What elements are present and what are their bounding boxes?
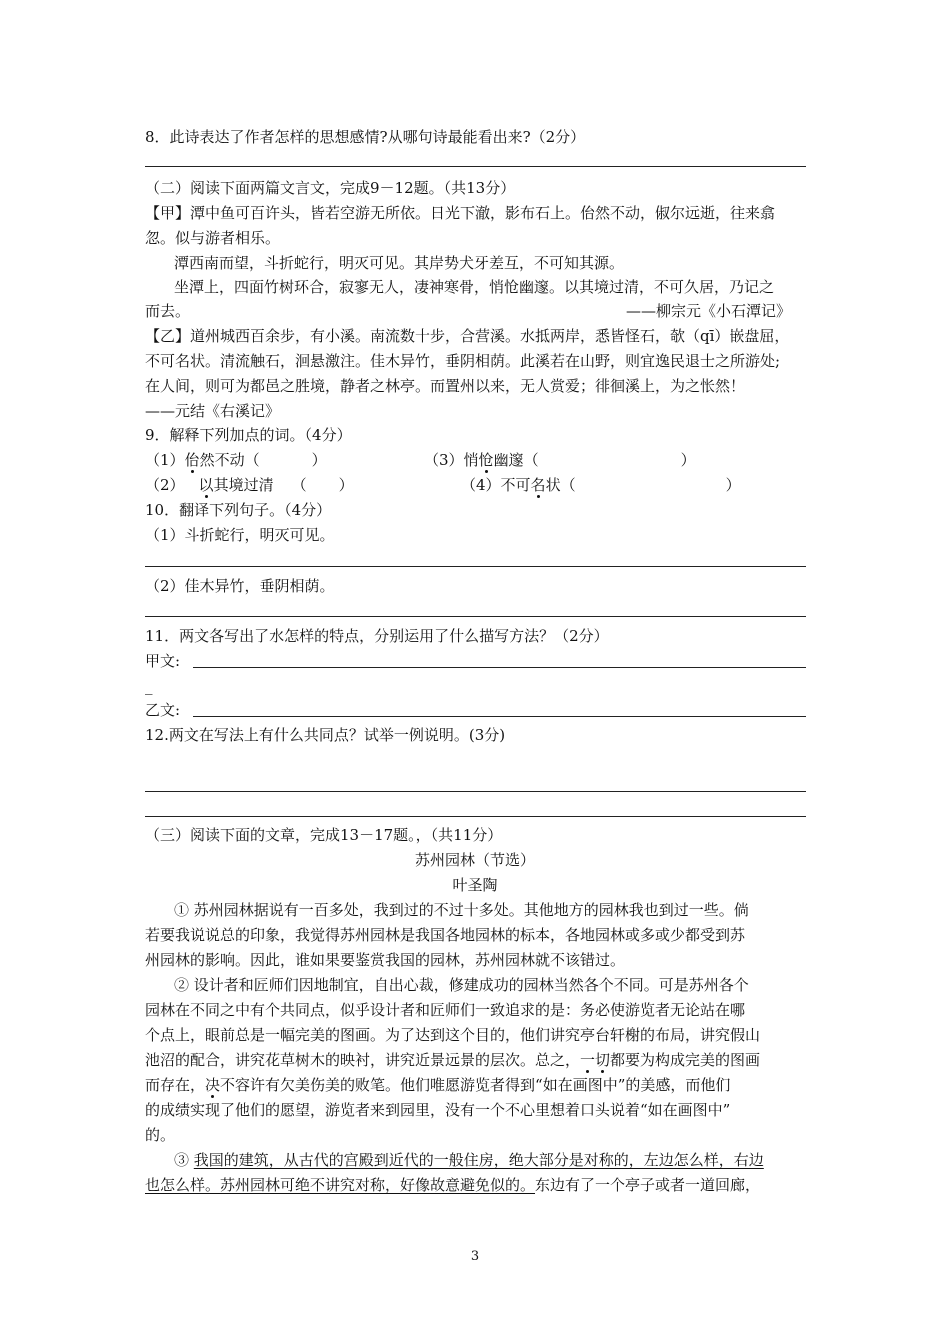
dotted-char: 决 — [205, 1076, 221, 1094]
text-jia-line: 【甲】潭中鱼可百许头，皆若空游无所依。日光下澈，影布石上。佁然不动，俶尔远逝，往来翕 — [145, 204, 776, 222]
q9-item-text: 不动（ — [214, 451, 260, 469]
q10-sentence-1: （1）斗折蛇行，明灭可见。 — [145, 526, 335, 544]
q9-item-text: （ — [291, 476, 307, 494]
text-jia-line: 坐潭上，四面竹树环合，寂寥无人，凄神寒骨，悄怆幽邃。以其境过清，不可久居，乃记之 — [174, 278, 775, 296]
article-text: 池沼的配合，讲究花草树木的映衬，讲究近景远景的层次。总之， — [145, 1051, 581, 1069]
q11-yi-label: 乙文: — [145, 701, 181, 719]
dotted-char: 怆 — [478, 451, 494, 469]
answer-line — [145, 566, 806, 567]
q9-item-text: 状（ — [545, 476, 576, 494]
q9-item-prefix: （2） — [145, 476, 185, 494]
question-10: 10．翻译下列句子。（4分） — [145, 501, 332, 519]
text-jia-line: 而去。 — [145, 302, 191, 320]
q9-item-text: 其境过清 — [213, 476, 274, 494]
q9-item-close: ） — [680, 451, 696, 469]
text-jia-line: 潭西南而望，斗折蛇行，明灭可见。其岸势犬牙差互，不可知其源。 — [174, 254, 625, 272]
article-line: 州园林的影响。因此，谁如果要鉴赏我国的园林，苏州园林就不该错过。 — [145, 951, 626, 969]
question-11: 11．两文各写出了水怎样的特点，分别运用了什么描写方法？（2分） — [145, 627, 609, 645]
article-line — [145, 1175, 760, 1195]
question-12: 12.两文在写法上有什么共同点？试举一例说明。(3分) — [145, 726, 506, 744]
dotted-char: 以 — [198, 476, 214, 494]
article-line: ① 苏州园林据说有一百多处，我到过的不过十多处。其他地方的园林我也到过一些。倘 — [174, 901, 749, 919]
article-text: 而存在， — [145, 1076, 206, 1094]
article-author: 叶圣陶 — [452, 876, 498, 894]
dotted-char: 切 — [595, 1051, 611, 1069]
text-yi-line: 不可名状。清流触石，洄悬激注。佳木异竹，垂阴相荫。此溪若在山野，则宜逸民退士之所游处; — [145, 352, 781, 370]
q9-item-text: 然 — [199, 451, 215, 469]
q9-item-2 — [145, 475, 354, 495]
answer-line — [193, 716, 806, 717]
q9-item-close: ） — [311, 451, 327, 469]
section-3-header: （三）阅读下面的文章，完成13－17题。，（共11分） — [145, 826, 503, 844]
article-line — [174, 1150, 764, 1170]
article-line: 若要我说说总的印象，我觉得苏州园林是我国各地园林的标本，各地园林或多或少都受到苏 — [145, 926, 746, 944]
article-text: ③ — [174, 1151, 194, 1169]
article-line: 园林在不同之中有个共同点，似乎设计者和匠师们一致追求的是：务必使游览者无论站在哪 — [145, 1001, 746, 1019]
q9-item-prefix: （3）悄 — [424, 451, 479, 469]
dotted-char: 佁 — [184, 451, 200, 469]
article-line: ② 设计者和匠师们因地制宜，自出心裁，修建成功的园林当然各个不同。可是苏州各个 — [174, 976, 749, 994]
article-line: 个点上，眼前总是一幅完美的图画。为了达到这个目的，他们讲究亭台轩榭的布局，讲究假山 — [145, 1026, 761, 1044]
answer-line — [145, 166, 806, 167]
article-line — [145, 1050, 760, 1070]
q9-item-text: 幽邃（ — [493, 451, 539, 469]
answer-line — [145, 616, 806, 617]
q11-jia-label: 甲文: — [145, 652, 181, 670]
answer-line — [145, 791, 806, 792]
article-text: 不容许有欠美伤美的败笔。他们唯愿游览者得到“如在画图中”的美感，而他们 — [220, 1076, 731, 1094]
page-number: 3 — [470, 1249, 480, 1264]
question-9: 9．解释下列加点的词。（4分） — [145, 426, 352, 444]
article-title: 苏州园林（节选） — [414, 851, 535, 869]
article-text: 东边有了一个亭子或者一道回廊， — [535, 1176, 761, 1194]
dotted-char: 名 — [530, 476, 546, 494]
q9-item-close: ） — [725, 476, 741, 494]
text-yi-source: ——元结《右溪记》 — [145, 402, 281, 420]
text-jia-source: ——柳宗元《小石潭记》 — [626, 302, 792, 320]
text-jia-line: 忽。似与游者相乐。 — [145, 229, 281, 247]
article-line — [145, 1075, 730, 1095]
answer-line — [145, 816, 806, 817]
stray-underscore: _ — [145, 677, 153, 695]
q10-sentence-2: （2）佳木异竹，垂阴相荫。 — [145, 577, 335, 595]
section-2-header: （二）阅读下面两篇文言文，完成9－12题。（共13分） — [145, 179, 516, 197]
q9-item-1 — [145, 450, 327, 470]
dotted-char: 一 — [580, 1051, 596, 1069]
question-8: 8．此诗表达了作者怎样的思想感情?从哪句诗最能看出来?（2分） — [145, 128, 586, 146]
answer-line — [193, 667, 806, 668]
article-line: 的。 — [145, 1126, 176, 1144]
text-yi-line: 在人间，则可为都邑之胜境，静者之林亭。而置州以来，无人赏爱；徘徊溪上，为之怅然！ — [145, 377, 746, 395]
text-yi-line: 【乙】道州城西百余步，有小溪。南流数十步，合营溪。水抵两岸，悉皆怪石，欹（qī）嵌盘屈， — [145, 327, 790, 345]
q9-item-prefix: （4）不可 — [461, 476, 531, 494]
q9-item-3 — [424, 450, 696, 470]
article-line: 的成绩实现了他们的愿望，游览者来到园里，没有一个不心里想着口头说着“如在画图中” — [145, 1101, 731, 1119]
underlined-sentence: 我国的建筑，从古代的宫殿到近代的一般住房，绝大部分是对称的，左边怎么样，右边 — [193, 1151, 764, 1169]
q9-item-4 — [461, 475, 741, 495]
article-text: 都要为构成完美的图画 — [610, 1051, 761, 1069]
q9-item-prefix: （1） — [145, 451, 185, 469]
q9-item-close: ） — [338, 476, 354, 494]
underlined-sentence: 也怎么样。苏州园林可绝不讲究对称，好像故意避免似的。 — [145, 1176, 536, 1194]
